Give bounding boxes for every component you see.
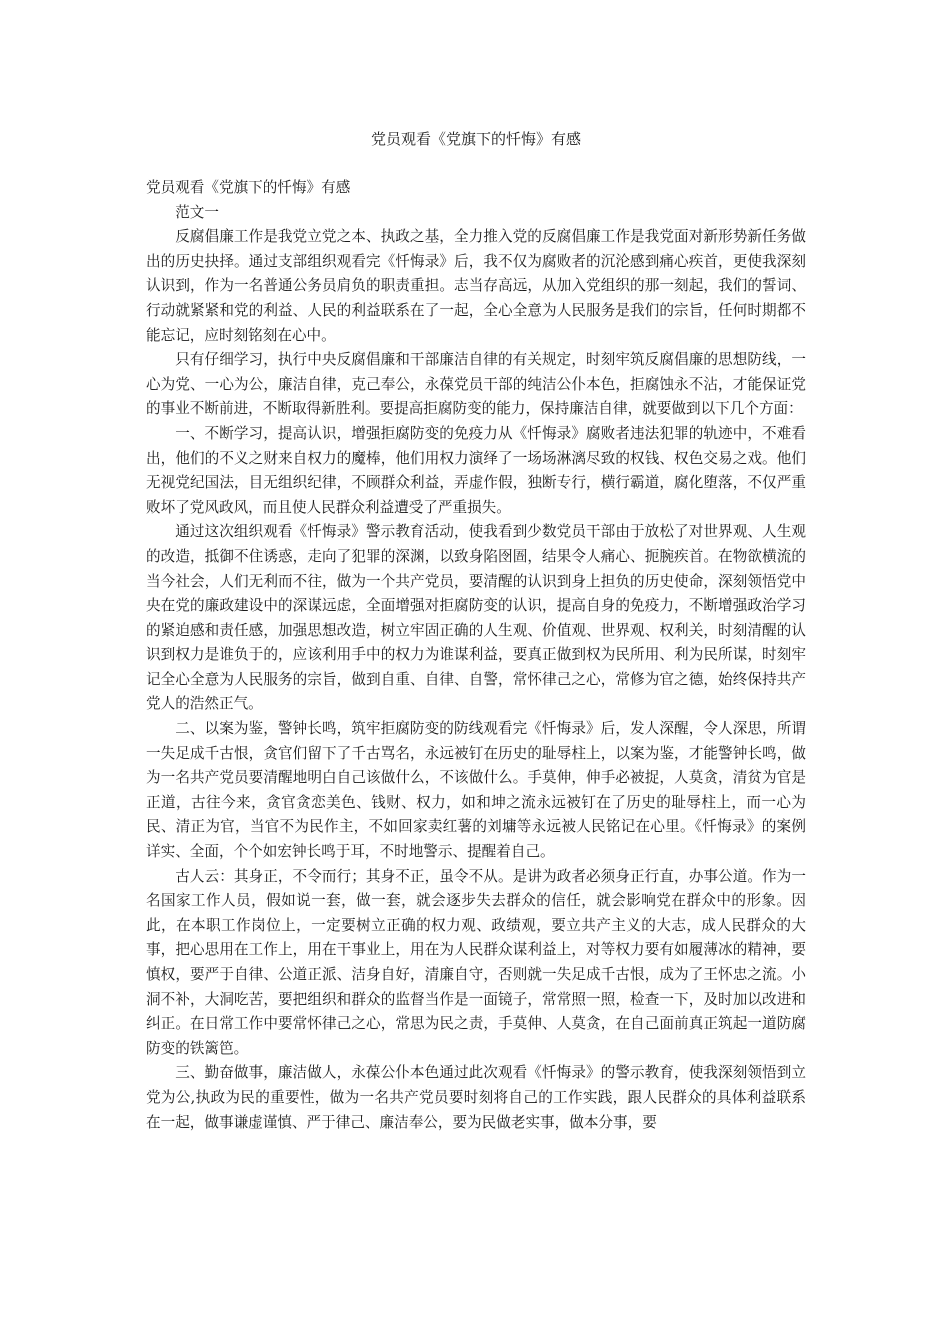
document-title: 党员观看《党旗下的忏悔》有感 [370, 130, 581, 148]
paragraph: 只有仔细学习，执行中央反腐倡廉和干部廉洁自律的有关规定，时刻牢筑反腐倡廉的思想防线，一心为党、一心为公，廉洁自律，克己奉公，永葆党员干部的纯洁公仆本色，拒腐蚀永不沾，才能保证党的事业不断前进，不断取得新胜利。要提高拒腐防变的能力，保持廉洁自律，就要做到以下几个方面： [146, 351, 806, 418]
paragraph: 一、不断学习，提高认识，增强拒腐防变的免疫力从《忏悔录》腐败者违法犯罪的轨迹中，不难看出，他们的不义之财来自权力的魔棒，他们用权力演绎了一场场淋漓尽致的权钱、权色交易之戏。他们无视党纪国法，目无组织纪律，不顾群众利益，弄虚作假，独断专行，横行霸道，腐化堕落，不仅严重败坏了党风政风，而且使人民群众利益遭受了严重损失。 [146, 424, 806, 516]
document-body [146, 176, 806, 1135]
paragraph: 通过这次组织观看《忏悔录》警示教育活动，使我看到少数党员干部由于放松了对世界观、人生观的改造，抵御不住诱惑，走向了犯罪的深渊，以致身陷囹圄，结果令人痛心、扼腕疾首。在物欲横流的当今社会，人们无利而不往，做为一个共产党员，要清醒的认识到身上担负的历史使命，深刻领悟党中央在党的廉政建设中的深谋远虑，全面增强对拒腐防变的认识，提高自身的免疫力，不断增强政治学习的紧迫感和责任感，加强思想改造，树立牢固正确的人生观、价值观、世界观、权利关，时刻清醒的认识到权力是谁负于的，应该利用手中的权力为谁谋利益，要真正做到权为民所用、利为民所谋，时刻牢记全心全意为人民服务的宗旨，做到自重、自律、自警，常怀律己之心，常修为官之德，始终保持共产党人的浩然正气。 [146, 523, 806, 713]
paragraph: 二、以案为鉴，警钟长鸣，筑牢拒腐防变的防线观看完《忏悔录》后，发人深醒，令人深思，所谓一失足成千古恨，贪官们留下了千古骂名，永远被钉在历史的耻辱柱上，以案为鉴，才能警钟长鸣，做为一名共产党员要清醒地明白自己该做什么，不该做什么。手莫伸，伸手必被捉，人莫贪，清贫为官是正道，古往今来，贪官贪恋美色、钱财、权力，如和坤之流永远被钉在了历史的耻辱柱上，而一心为民、清正为官，当官不为民作主，不如回家卖红薯的刘墉等永远被人民铭记在心里。《忏悔录》的案例详实、全面，个个如宏钟长鸣于耳，不时地警示、提醒着自己。 [146, 720, 806, 861]
section-label: 范文一 [175, 203, 219, 221]
document-subtitle: 党员观看《党旗下的忏悔》有感 [146, 179, 351, 196]
paragraph: 三、勤奋做事，廉洁做人，永葆公仆本色通过此次观看《忏悔录》的警示教育，使我深刻领悟到立党为公,执政为民的重要性，做为一名共产党员要时刻将自己的工作实践，跟人民群众的具体利益联系在一起，做事谦虚谨慎、严于律己、廉洁奉公，要为民做老实事，做本分事，要 [146, 1064, 806, 1131]
paragraph: 反腐倡廉工作是我党立党之本、执政之基，全力推入党的反腐倡廉工作是我党面对新形势新任务做出的历史抉择。通过支部组织观看完《忏悔录》后，我不仅为腐败者的沉沦感到痛心疾首，更使我深刻认识到，作为一名普通公务员肩负的职责重担。志当存高远，从加入党组织的那一刻起，我们的誓词、行动就紧紧和党的利益、人民的利益联系在了一起，全心全意为人民服务是我们的宗旨，任何时期都不能忘记，应时刻铭刻在心中。 [146, 228, 806, 344]
paragraph: 古人云：其身正，不令而行；其身不正，虽令不从。是讲为政者必须身正行直，办事公道。作为一名国家工作人员，假如说一套，做一套，就会逐步失去群众的信任，就会影响党在群众中的形象。因此，在本职工作岗位上，一定要树立正确的权力观、政绩观，要立共产主义的大志，成人民群众的大事，把心思用在工作上，用在干事业上，用在为人民群众谋利益上，对等权力要有如履薄冰的精神，要慎权，要严于自律、公道正派、洁身自好，清廉自守，否则就一失足成千古恨，成为了王怀忠之流。小洞不补，大洞吃苦，要把组织和群众的监督当作是一面镜子，常常照一照，检查一下，及时加以改进和纠正。在日常工作中要常怀律己之心，常思为民之责，手莫伸、人莫贪，在自己面前真正筑起一道防腐防变的铁篱笆。 [146, 867, 806, 1057]
